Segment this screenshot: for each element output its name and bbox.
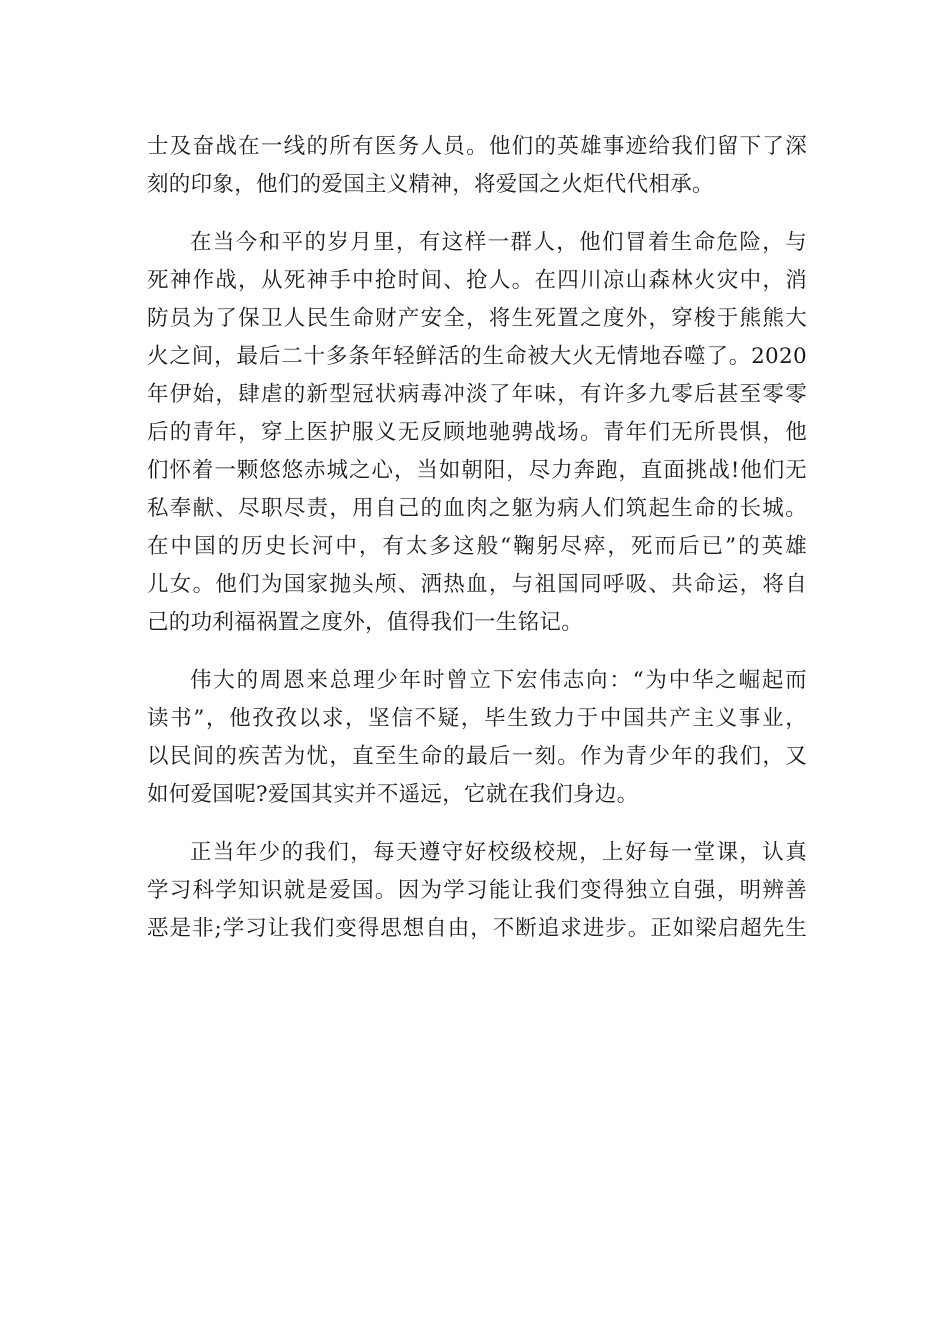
text-line: 们怀着一颗悠悠赤城之心，当如朝阳，尽力奔跑，直面挑战!他们无 <box>147 458 807 483</box>
text-line: 刻的印象，他们的爱国主义精神，将爱国之火炬代代相承。 <box>147 172 714 197</box>
paragraph-2 <box>147 224 807 642</box>
text-line: 正当年少的我们，每天遵守好校级校规，上好每一堂课，认真 <box>190 840 807 865</box>
text-line: 在中国的历史长河中，有太多这般“鞠躬尽瘁，死而后已”的英雄 <box>147 534 807 559</box>
text-line: 己的功利福祸置之度外，值得我们一生铭记。 <box>147 610 584 635</box>
paragraph-4 <box>147 834 807 948</box>
text-line: 学习科学知识就是爱国。因为学习能让我们变得独立自强，明辨善 <box>147 878 807 903</box>
document-body <box>147 128 807 948</box>
text-line: 如何爱国呢?爱国其实并不遥远，它就在我们身边。 <box>147 782 639 807</box>
paragraph-1 <box>147 128 807 204</box>
text-line: 防员为了保卫人民生命财产安全，将生死置之度外，穿梭于熊熊大 <box>147 306 807 331</box>
text-line: 以民间的疾苦为忧，直至生命的最后一刻。作为青少年的我们，又 <box>147 744 807 769</box>
text-line: 伟大的周恩来总理少年时曾立下宏伟志向：“为中华之崛起而 <box>190 668 807 693</box>
text-line: 死神作战，从死神手中抢时间、抢人。在四川凉山森林火灾中，消 <box>147 268 807 293</box>
text-line: 私奉献、尽职尽责，用自己的血肉之躯为病人们筑起生命的长城。 <box>147 496 807 521</box>
text-line: 后的青年，穿上医护服义无反顾地驰骋战场。青年们无所畏惧，他 <box>147 420 807 445</box>
text-line: 读书”，他孜孜以求，坚信不疑，毕生致力于中国共产主义事业， <box>147 706 807 731</box>
text-line: 儿女。他们为国家抛头颅、洒热血，与祖国同呼吸、共命运，将自 <box>147 572 807 597</box>
text-line: 恶是非;学习让我们变得思想自由，不断追求进步。正如梁启超先生 <box>147 916 807 941</box>
paragraph-3 <box>147 662 807 814</box>
text-line: 在当今和平的岁月里，有这样一群人，他们冒着生命危险，与 <box>190 230 807 255</box>
text-line: 火之间，最后二十多条年轻鲜活的生命被大火无情地吞噬了。2020 <box>147 344 807 369</box>
text-line: 年伊始，肆虐的新型冠状病毒冲淡了年味，有许多九零后甚至零零 <box>147 382 807 407</box>
text-line: 士及奋战在一线的所有医务人员。他们的英雄事迹给我们留下了深 <box>147 134 807 159</box>
